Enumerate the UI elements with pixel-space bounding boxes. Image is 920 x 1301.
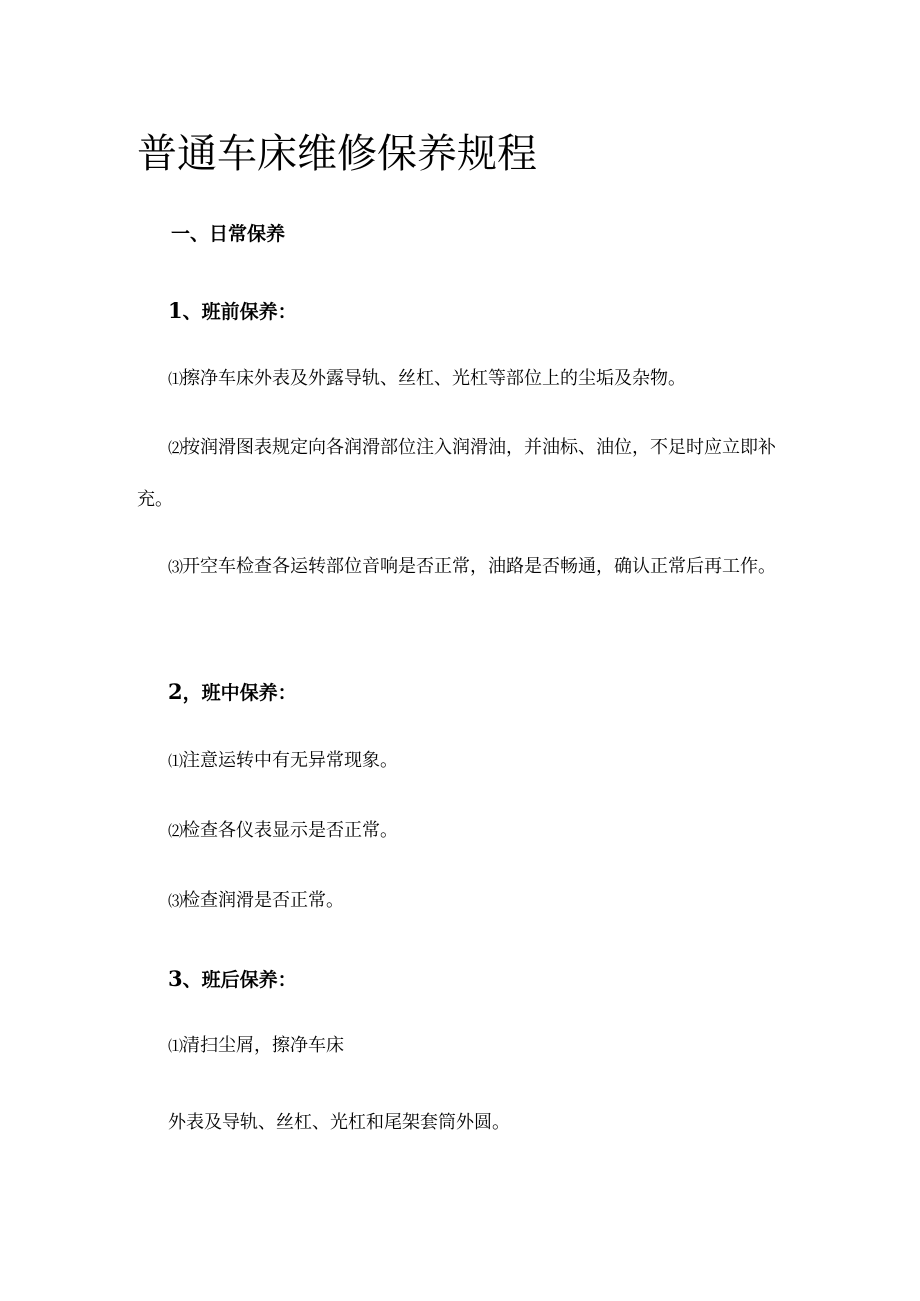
- section-heading-daily-maintenance: 一、日常保养: [171, 223, 286, 245]
- item-index: ⑵: [168, 822, 183, 840]
- paragraph-during-shift-3: [168, 886, 344, 916]
- item-text: 清扫尘屑，擦净车床: [182, 1035, 345, 1056]
- subsection-label: ，班中保养：: [182, 682, 297, 704]
- item-text: 注意运转中有无异常现象。: [182, 750, 399, 771]
- subsection-number: 1: [168, 298, 183, 323]
- subsection-heading-during-shift: [168, 677, 297, 708]
- paragraph-before-shift-1: [168, 364, 686, 394]
- subsection-heading-before-shift: [168, 296, 297, 327]
- item-text: 检查各仪表显示是否正常。: [182, 820, 399, 841]
- subsection-label: 、班前保养：: [182, 301, 297, 323]
- item-index: ⑴: [168, 370, 183, 388]
- item-index: ⑵: [168, 439, 183, 457]
- item-text: 擦净车床外表及外露导轨、丝杠、光杠等部位上的尘垢及杂物。: [182, 368, 687, 389]
- paragraph-before-shift-2: [137, 422, 787, 526]
- subsection-number: 2: [168, 679, 183, 704]
- subsection-number: 3: [168, 966, 183, 991]
- item-index: ⑴: [168, 1037, 183, 1055]
- document-title: 普通车床维修保养规程: [137, 131, 537, 177]
- paragraph-before-shift-3: [137, 541, 787, 593]
- subsection-heading-after-shift: [168, 964, 297, 995]
- paragraph-during-shift-2: [168, 816, 398, 846]
- subsection-label: 、班后保养：: [182, 969, 297, 991]
- item-text: 按润滑图表规定向各润滑部位注入润滑油，并油标、油位，不足时应立即补充。: [137, 437, 777, 510]
- item-text: 检查润滑是否正常。: [182, 890, 345, 911]
- item-index: ⑶: [168, 892, 183, 910]
- item-index: ⑴: [168, 752, 183, 770]
- paragraph-after-shift-continuation: 外表及导轨、丝杠、光杠和尾架套筒外圆。: [168, 1112, 510, 1133]
- paragraph-after-shift-1: [168, 1031, 344, 1061]
- item-index: ⑶: [168, 558, 183, 576]
- paragraph-during-shift-1: [168, 746, 398, 776]
- item-text: 开空车检查各运转部位音响是否正常，油路是否畅通，确认正常后再工作。: [182, 556, 777, 577]
